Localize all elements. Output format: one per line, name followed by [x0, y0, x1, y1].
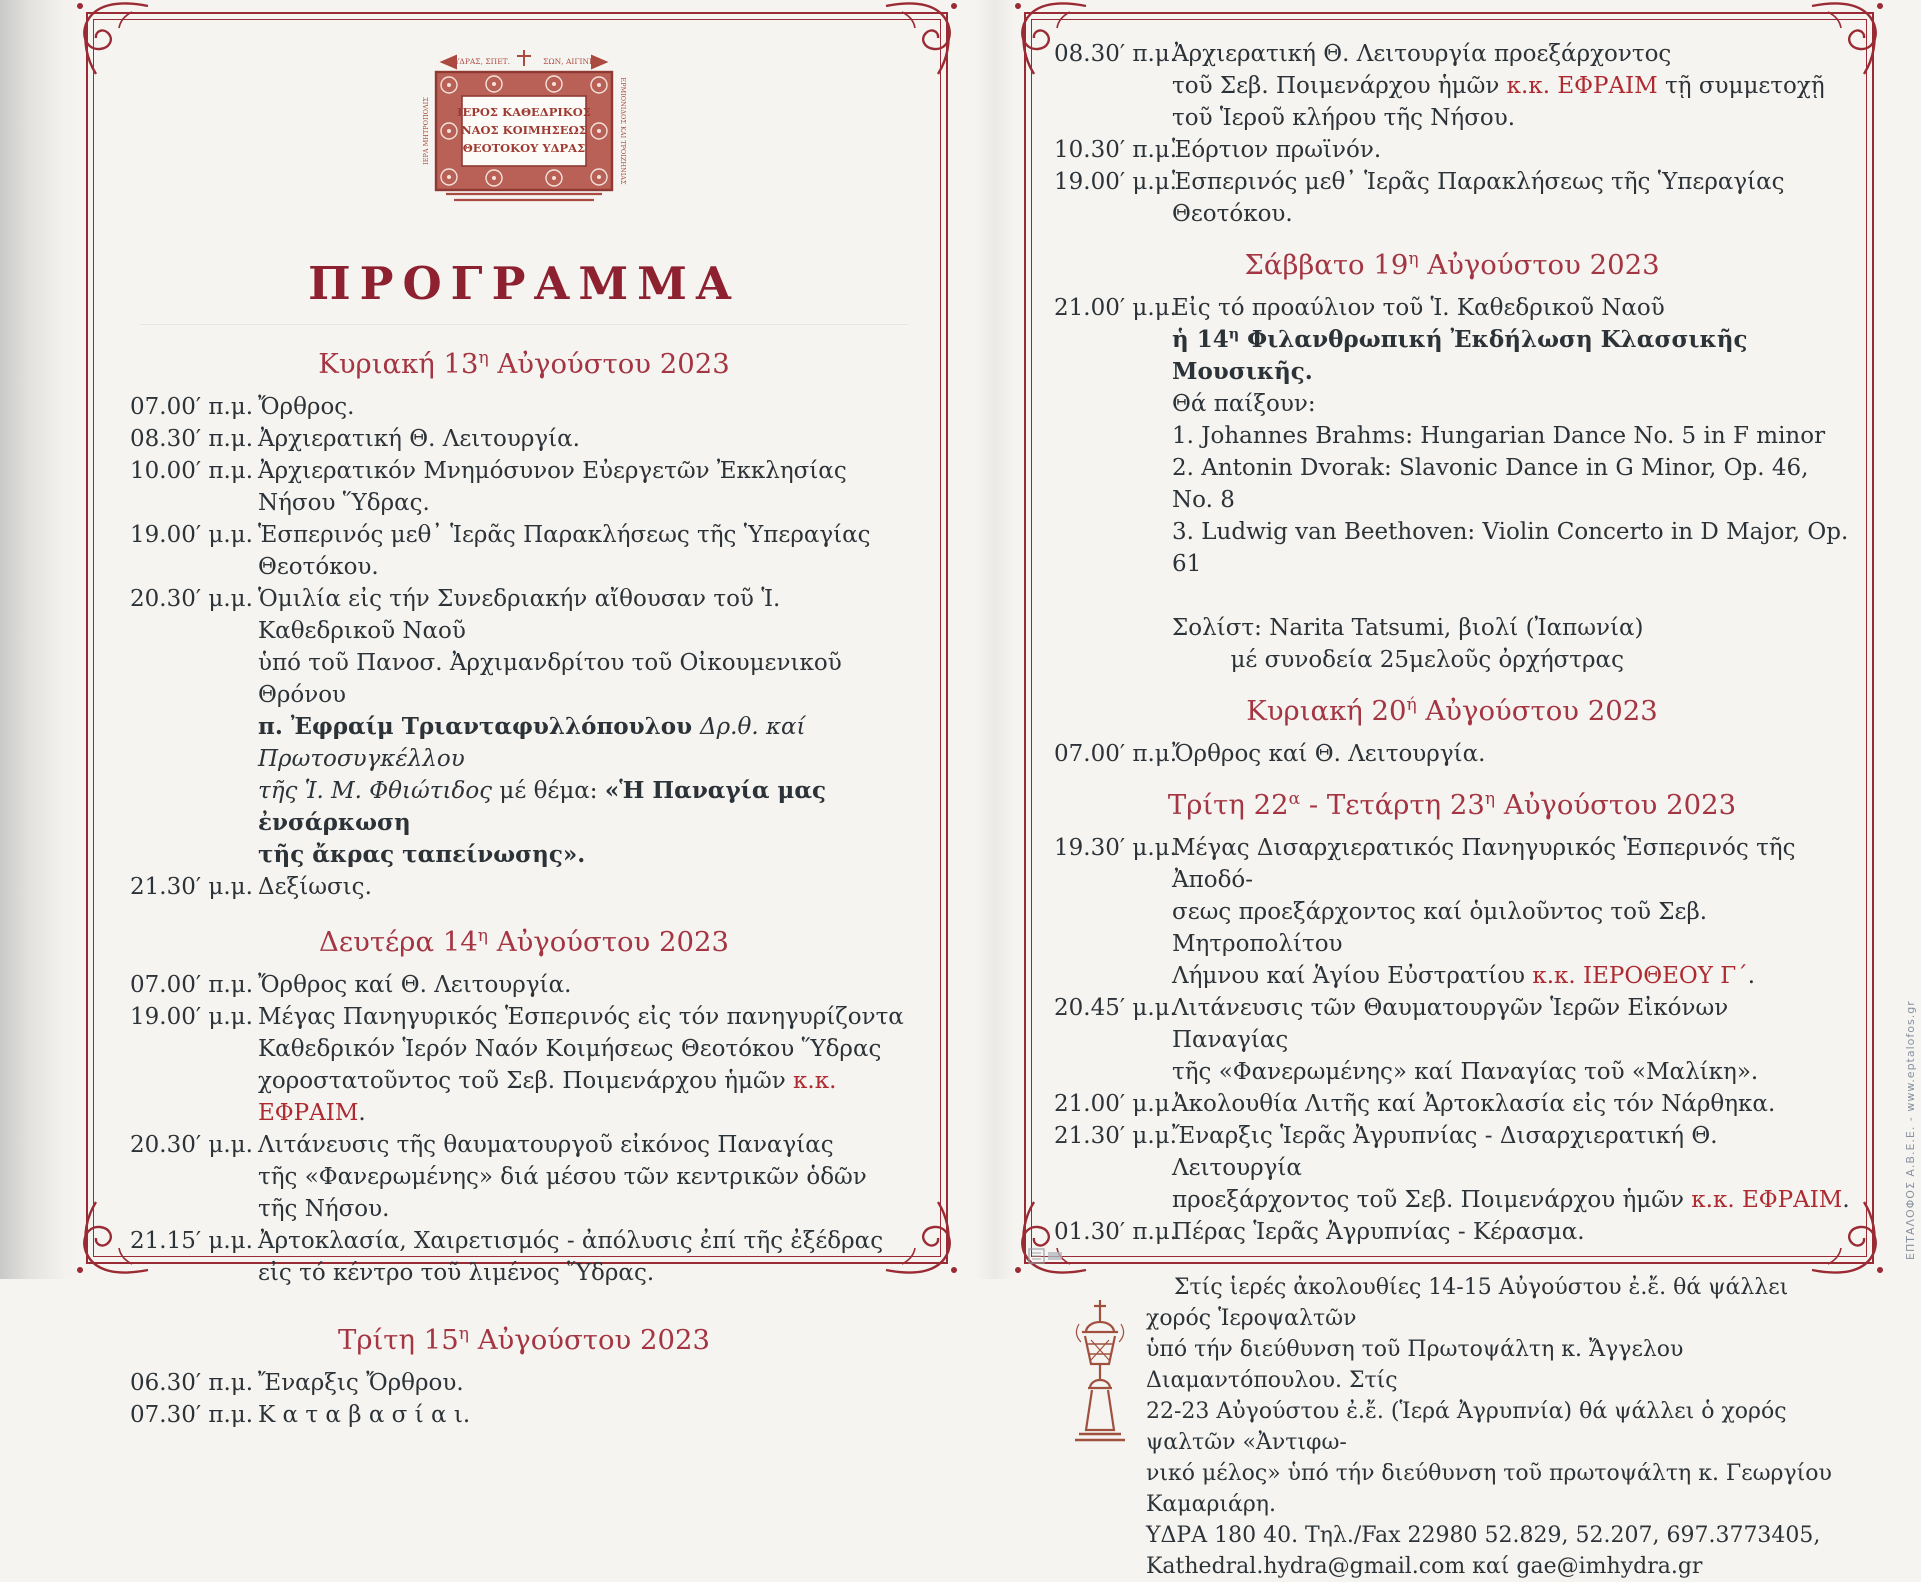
- entry-time: 06.30′ π.μ.: [130, 1370, 254, 1396]
- program-page-right: [1024, 12, 1874, 1579]
- section-tuesday-aug-15: [130, 1323, 918, 1431]
- entry-desc: Εἰς τό προαύλιον τοῦ Ἱ. Καθεδρικοῦ Ναοῦ ἡ $14^\eta$ Φιλανθρωπική Ἐκδήλωση Κλασσικῆς Μουσικῆς. Θά παίξουν: 1. Johannes Brahms: Hungarian Dance No. 5 in F minor 2. Antonin Dvorak: Slavonic Dance in G Minor, Op. 46, No. 8 3. Ludwig van Beethoven: Violin Concerto in D Major, Op. 61 Σολίστ: Narita Tatsumi, βιολί (Ἰαπωνία) μέ συνοδεία 25μελοῦς ὀρχήστρας: [1172, 295, 1849, 673]
- section-heading: Τρίτη $15^\eta$ Αὐγούστου 2023: [338, 1323, 710, 1356]
- schedule-entry: [130, 871, 918, 903]
- entry-time: 07.30′ π.μ.: [130, 1402, 254, 1428]
- seal-center-line2: ΝΑΟΣ ΚΟΙΜΗΣΕΩΣ: [461, 123, 587, 137]
- schedule-entry: [1054, 832, 1850, 992]
- schedule-entry: [1054, 134, 1850, 166]
- entry-desc: Ἀρτοκλασία, Χαιρετισμός - ἀπόλυσις ἐπί τῆς ἐξέδρας εἰς τό κέντρο τοῦ λιμένος Ὕδρας.: [258, 1228, 884, 1286]
- entry-desc: Ἑσπερινός μεθ᾽ Ἱερᾶς Παρακλήσεως τῆς Ὑπεραγίας Θεοτόκου.: [258, 522, 871, 580]
- entry-desc: Ἀρχιερατική Θ. Λειτουργία προεξάρχοντος τοῦ Σεβ. Ποιμενάρχου ἡμῶν κ.κ. ΕΦΡΑΙΜ τῇ συμμετοχῇ τοῦ Ἱεροῦ κλήρου τῆς Νήσου.: [1172, 41, 1825, 131]
- seal-top-left-text: Θ ΥΔΡΑΣ, ΣΠΕΤ.: [445, 57, 511, 66]
- entry-desc: Ὄρθρος.: [258, 394, 355, 420]
- entry-time: 21.00′ μ.μ.: [1054, 1091, 1177, 1117]
- entry-time: 21.30′ μ.μ.: [1054, 1123, 1177, 1149]
- schedule-entry: [130, 455, 918, 519]
- entry-desc: Μέγας Δισαρχιερατικός Πανηγυρικός Ἑσπερινός τῆς Ἀποδό- σεως προεξάρχοντος καί ὁμιλοῦντος τοῦ Σεβ. Μητροπολίτου Λήμνου καί Ἁγίου Εὐστρατίου κ.κ. ΙΕΡΟΘΕΟΥ Γ΄.: [1172, 835, 1796, 989]
- entry-time: 21.00′ μ.μ.: [1054, 295, 1177, 321]
- entry-time: 10.30′ π.μ.: [1054, 137, 1178, 163]
- entry-time: 19.00′ μ.μ.: [1054, 169, 1177, 195]
- entry-desc: Ἑόρτιον πρωϊνόν.: [1172, 137, 1382, 163]
- section-sunday-aug-20: [1054, 694, 1850, 770]
- entry-desc: Ἔναρξις Ἱερᾶς Ἀγρυπνίας - Δισαρχιερατική Θ. Λειτουργία προεξάρχοντος τοῦ Σεβ. Ποιμενάρχου ἡμῶν κ.κ. ΕΦΡΑΙΜ.: [1172, 1123, 1850, 1213]
- schedule-entry: [130, 1225, 918, 1289]
- footer-paragraph: Στίς ἱερές ἀκολουθίες 14-15 Αὐγούστου ἐ.ἔ. θά ψάλλει χορός Ἱεροψαλτῶν ὑπό τήν διεύθυνση τοῦ Πρωτοψάλτη κ. Ἄγγελου Διαμαντόπουλου. Στίς 22-23 Αὐγούστου ἐ.ἔ. (Ἱερά Ἀγρυπνία) θά ψάλλει ὁ χορός ψαλτῶν «Ἀντιφω- νικό μέλος» ὑπό τήν διεύθυνση τοῦ πρωτοψάλτη κ. Γεωργίου Καμαριάρη. ΥΔΡΑ 180 40. Τηλ./Fax 22980 52.829, 52.207, 697.3773405, Kathedral.hydra@gmail.com καί gae@imhydra.gr: [1146, 1275, 1832, 1579]
- entry-time: 01.30′ π.μ.: [1054, 1219, 1178, 1245]
- seal-center-line3: ΘΕΟΤΟΚΟΥ ΥΔΡΑΣ: [462, 141, 586, 155]
- footer-note: [1054, 1272, 1850, 1582]
- entry-time: 21.30′ μ.μ.: [130, 874, 253, 900]
- schedule-entry: [130, 1129, 918, 1225]
- section-sunday-aug-13: [130, 347, 918, 903]
- entry-desc: Ἀκολουθία Λιτῆς καί Ἀρτοκλασία εἰς τόν Νάρθηκα.: [1172, 1091, 1776, 1117]
- schedule-entry: [1054, 38, 1850, 134]
- entry-desc: Λιτάνευσις τῶν Θαυματουργῶν Ἱερῶν Εἰκόνων Παναγίας τῆς «Φανερωμένης» καί Παναγίας τοῦ «Μαλίκη».: [1172, 995, 1759, 1085]
- schedule-entry: [130, 519, 918, 583]
- entry-time: 20.45′ μ.μ.: [1054, 995, 1177, 1021]
- entry-time: 10.00′ π.μ.: [130, 458, 254, 484]
- scan-edge-strip: [0, 0, 80, 1279]
- entry-time: 08.30′ π.μ.: [1054, 41, 1178, 67]
- entry-desc: Ἑσπερινός μεθ᾽ Ἱερᾶς Παρακλήσεως τῆς Ὑπεραγίας Θεοτόκου.: [1172, 169, 1785, 227]
- section-heading: Τρίτη $22^\alpha$ - Τετάρτη $23^\eta$ Αὐγούστου 2023: [1167, 788, 1737, 821]
- entry-time: 19.30′ μ.μ.: [1054, 835, 1177, 861]
- entry-time: 07.00′ π.μ.: [130, 394, 254, 420]
- program-page-left: [86, 12, 948, 1428]
- schedule-entry: [1054, 738, 1850, 770]
- seal-right-text: ΕΡΜΙΟΝΙΔΟΣ ΚΑΙ ΤΡΟΙΖΗΝΙΑΣ: [619, 77, 627, 185]
- schedule-entry: [1054, 992, 1850, 1088]
- entry-desc: Δεξίωσις.: [258, 874, 372, 900]
- schedule-entry: [130, 1367, 918, 1399]
- schedule-entry: [130, 583, 918, 871]
- metropolis-seal: [130, 48, 918, 214]
- section-tue-22-wed-23-aug: [1054, 788, 1850, 1248]
- entry-desc: Πέρας Ἱερᾶς Ἀγρυπνίας - Κέρασμα.: [1172, 1219, 1585, 1245]
- censer-icon: [1054, 1272, 1146, 1582]
- section-saturday-aug-19: [1054, 248, 1850, 676]
- schedule-entry: [130, 969, 918, 1001]
- section-monday-aug-14: [130, 925, 918, 1289]
- section-heading: Σάββατο $19^\eta$ Αὐγούστου 2023: [1244, 248, 1660, 281]
- entry-time: 19.00′ μ.μ.: [130, 1004, 253, 1030]
- page-title: ΠΡΟΓΡΑΜΜΑ: [308, 257, 740, 310]
- entry-time: 21.15′ μ.μ.: [130, 1228, 253, 1254]
- schedule-entry: [1054, 1120, 1850, 1216]
- entry-desc: Ἔναρξις Ὄρθρου.: [258, 1370, 464, 1396]
- entry-time: 19.00′ μ.μ.: [130, 522, 253, 548]
- schedule-entry: [130, 1399, 918, 1431]
- schedule-entry: [130, 1001, 918, 1129]
- section-heading: Κυριακή $13^\eta$ Αὐγούστου 2023: [318, 347, 730, 380]
- entry-desc: Μέγας Πανηγυρικός Ἑσπερινός εἰς τόν πανηγυρίζοντα Καθεδρικόν Ἱερόν Ναόν Κοιμήσεως Θεοτόκου Ὕδρας χοροστατοῦντος τοῦ Σεβ. Ποιμενάρχου ἡμῶν κ.κ. ΕΦΡΑΙΜ.: [258, 1004, 904, 1126]
- entry-desc: Ἀρχιερατική Θ. Λειτουργία.: [258, 426, 580, 452]
- schedule-entry: [1054, 166, 1850, 230]
- entry-desc: Ὄρθρος καί Θ. Λειτουργία.: [258, 972, 572, 998]
- entry-time: 07.00′ π.μ.: [130, 972, 254, 998]
- schedule-entry: [130, 391, 918, 423]
- seal-center-line1: ΙΕΡΟΣ ΚΑΘΕΔΡΙΚΟΣ: [457, 105, 591, 119]
- schedule-entry: [1054, 1216, 1850, 1248]
- seal-left-text: ΙΕΡΑ ΜΗΤΡΟΠΟΛΙΣ: [422, 97, 430, 165]
- section-tuesday-aug-15-continued: [1054, 38, 1850, 230]
- schedule-entry: [1054, 1088, 1850, 1120]
- scan-crease: [140, 324, 908, 325]
- section-heading: Κυριακή $20^ή$ Αὐγούστου 2023: [1246, 694, 1658, 727]
- entry-time: 08.30′ π.μ.: [130, 426, 254, 452]
- entry-desc: Ὄρθρος καί Θ. Λειτουργία.: [1172, 741, 1486, 767]
- entry-time: 20.30′ μ.μ.: [130, 586, 253, 612]
- entry-desc: Κ α τ α β α σ ί α ι.: [258, 1402, 471, 1428]
- page-fold-shadow: [975, 0, 1015, 1279]
- printer-logo: [1028, 1246, 1064, 1266]
- section-heading: Δευτέρα $14^\eta$ Αὐγούστου 2023: [319, 925, 729, 958]
- entry-time: 20.30′ μ.μ.: [130, 1132, 253, 1158]
- entry-time: 07.00′ π.μ.: [1054, 741, 1178, 767]
- entry-desc: Ὁμιλία εἰς τήν Συνεδριακήν αἴθουσαν τοῦ Ἱ. Καθεδρικοῦ Ναοῦ ὑπό τοῦ Πανοσ. Ἀρχιμανδρίτου τοῦ Οἰκουμενικοῦ Θρόνου π. Ἐφραίμ Τριανταφυλλόπουλου Δρ.θ. καί Πρωτοσυγκέλλου τῆς Ἱ. Μ. Φθιώτιδος μέ θέμα: «Ἡ Παναγία μας ἐνσάρκωση τῆς ἄκρας ταπείνωσης».: [258, 586, 842, 868]
- entry-desc: Ἀρχιερατικόν Μνημόσυνον Εὐεργετῶν Ἐκκλησίας Νήσου Ὕδρας.: [258, 458, 847, 516]
- print-credit: ΕΠΤΑΛΟΦΟΣ Α.Β.Ε.Ε. - www.eptalofos.gr: [1904, 1000, 1917, 1260]
- entry-desc: Λιτάνευσις τῆς θαυματουργοῦ εἰκόνος Παναγίας τῆς «Φανερωμένης» διά μέσου τῶν κεντρικῶν ὁδῶν τῆς Νήσου.: [258, 1132, 867, 1222]
- seal-top-right-text: ΣΩΝ, ΑΙΓΙΝΗΣ: [543, 57, 601, 66]
- schedule-entry: [1054, 292, 1850, 676]
- schedule-entry: [130, 423, 918, 455]
